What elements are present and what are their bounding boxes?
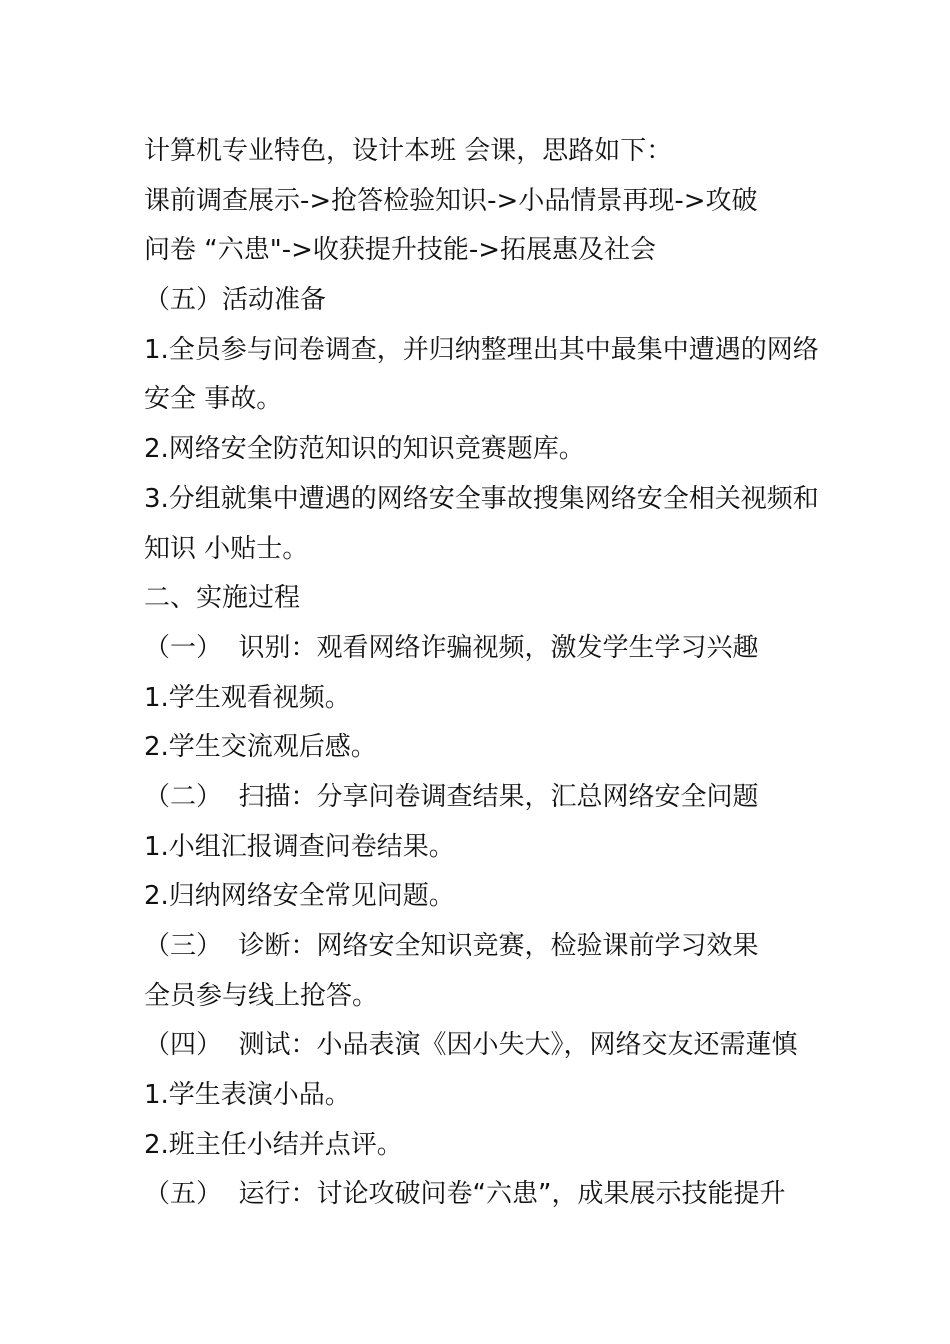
list-item: 2.学生交流观后感。 (144, 732, 377, 763)
paragraph-line: 计算机专业特色，设计本班 会课，思路如下： (144, 136, 673, 166)
subsection-heading: （五） 运行：讨论攻破问卷“六患”，成果展示技能提升 (144, 1179, 786, 1210)
section-heading: （五）活动准备 (144, 285, 327, 316)
list-item: 2.网络安全防范知识的知识竞赛题库。 (144, 434, 585, 465)
document-body (144, 127, 824, 1220)
paragraph-line: 全员参与线上抢答。 (144, 980, 379, 1011)
list-item: 1.全员参与问卷调查，并归纳整理出其中最集中遭遇的网络 (144, 334, 819, 365)
paragraph-line: 问卷 “六患"->收获提升技能->拓展惠及社会 (144, 235, 657, 266)
list-item: 1.学生观看视频。 (144, 682, 351, 713)
list-item-continuation: 安全 事故。 (144, 384, 283, 415)
subsection-heading: （一） 识别：观看网络诈骗视频，激发学生学习兴趣 (144, 632, 759, 663)
list-item: 1.小组汇报调查问卷结果。 (144, 831, 455, 862)
subsection-heading: （二） 扫描：分享问卷调查结果，汇总网络安全问题 (144, 781, 759, 812)
list-item: 2.归纳网络安全常见问题。 (144, 881, 455, 912)
subsection-heading: （四） 测试：小品表演《因小失大》，网络交友还需蓮慎 (144, 1030, 798, 1061)
list-item: 1.学生表演小品。 (144, 1080, 351, 1111)
list-item: 2.班主任小结并点评。 (144, 1129, 403, 1160)
subsection-heading: （三） 诊断：网络安全知识竞赛，检验课前学习效果 (144, 931, 759, 961)
list-item: 3.分组就集中遭遇的网络安全事故搜集网络安全相关视频和 (144, 483, 819, 514)
paragraph-line: 课前调查展示->抢答检验知识->小品情景再现->攻破 (144, 185, 758, 216)
section-heading: 二、实施过程 (144, 583, 301, 614)
list-item-continuation: 知识 小贴士。 (144, 533, 309, 564)
